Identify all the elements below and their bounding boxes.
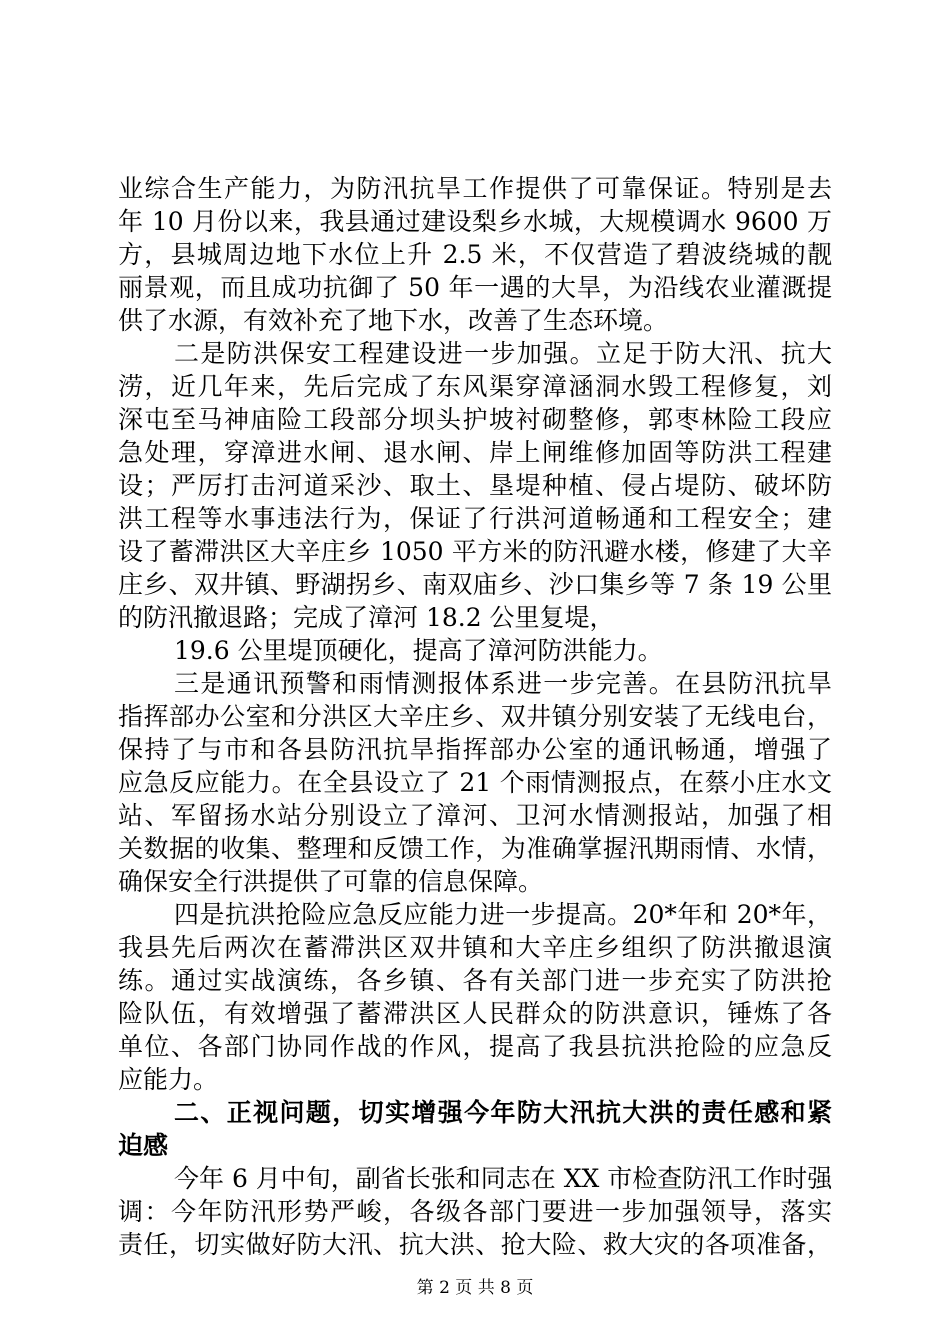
text-line: 险队伍，有效增强了蓄滞洪区人民群众的防洪意识，锤炼了各 [118, 999, 832, 1028]
text-line: 深屯至马神庙险工段部分坝头护坡衬砌整修，郭枣林险工段应 [118, 405, 832, 434]
text-line: 设了蓄滞洪区大辛庄乡 1050 平方米的防汛避水楼，修建了大辛 [118, 537, 832, 566]
page-footer [0, 1276, 950, 1300]
text-line: 急处理，穿漳进水闸、退水闸、岸上闸维修加固等防洪工程建 [118, 438, 832, 467]
document-body [118, 172, 832, 1261]
text-line: 年 10 月份以来，我县通过建设梨乡水城，大规模调水 9600 万 [118, 207, 832, 236]
page-number-label: 第 2 页 共 8 页 [416, 1278, 534, 1298]
text-line: 四是抗洪抢险应急反应能力进一步提高。20*年和 20*年， [174, 900, 832, 929]
text-line: 方，县城周边地下水位上升 2.5 米，不仅营造了碧波绕城的靓 [118, 240, 832, 269]
text-line: 保持了与市和各县防汛抗旱指挥部办公室的通讯畅通，增强了 [118, 735, 832, 764]
text-line: 关数据的收集、整理和反馈工作，为准确掌握汛期雨情、水情， [118, 834, 832, 863]
section-heading-line-1: 二、正视问题，切实增强今年防大汛抗大洪的责任感和紧 [174, 1098, 832, 1127]
text-line: 三是通讯预警和雨情测报体系进一步完善。在县防汛抗旱 [174, 669, 832, 698]
text-line: 练。通过实战演练，各乡镇、各有关部门进一步充实了防洪抢 [118, 966, 832, 995]
text-line: 今年 6 月中旬，副省长张和同志在 XX 市检查防汛工作时强 [174, 1164, 832, 1193]
text-line: 供了水源，有效补充了地下水，改善了生态环境。 [118, 306, 669, 335]
text-line: 确保安全行洪提供了可靠的信息保障。 [118, 867, 544, 896]
text-line: 庄乡、双井镇、野湖拐乡、南双庙乡、沙口集乡等 7 条 19 公里 [118, 570, 832, 599]
paragraph-block-1 [118, 172, 832, 1096]
section-heading-line-2: 迫感 [118, 1131, 169, 1160]
text-line: 应急反应能力。在全县设立了 21 个雨情测报点，在蔡小庄水文 [118, 768, 832, 797]
text-line: 责任，切实做好防大汛、抗大洪、抢大险、救大灾的各项准备， [118, 1230, 832, 1259]
text-line: 单位、各部门协同作战的作风，提高了我县抗洪抢险的应急反 [118, 1032, 832, 1061]
text-line: 丽景观，而且成功抗御了 50 年一遇的大旱，为沿线农业灌溉提 [118, 273, 832, 302]
text-line: 19.6 公里堤顶硬化，提高了漳河防洪能力。 [174, 636, 663, 665]
text-line: 应能力。 [118, 1065, 219, 1094]
text-line: 的防汛撤退路；完成了漳河 18.2 公里复堤， [118, 603, 615, 632]
text-line: 二是防洪保安工程建设进一步加强。立足于防大汛、抗大 [174, 339, 832, 368]
text-line: 站、军留扬水站分别设立了漳河、卫河水情测报站，加强了相 [118, 801, 832, 830]
text-line: 设；严厉打击河道采沙、取土、垦堤种植、侵占堤防、破坏防 [118, 471, 832, 500]
text-line: 我县先后两次在蓄滞洪区双井镇和大辛庄乡组织了防洪撤退演 [118, 933, 832, 962]
text-line: 涝，近几年来，先后完成了东风渠穿漳涵洞水毁工程修复，刘 [118, 372, 832, 401]
text-line: 洪工程等水事违法行为，保证了行洪河道畅通和工程安全；建 [118, 504, 832, 533]
text-line: 调：今年防汛形势严峻，各级各部门要进一步加强领导，落实 [118, 1197, 832, 1226]
paragraph-block-2 [118, 1162, 832, 1261]
text-line: 业综合生产能力，为防汛抗旱工作提供了可靠保证。特别是去 [118, 174, 832, 203]
text-line: 指挥部办公室和分洪区大辛庄乡、双井镇分别安装了无线电台， [118, 702, 832, 731]
